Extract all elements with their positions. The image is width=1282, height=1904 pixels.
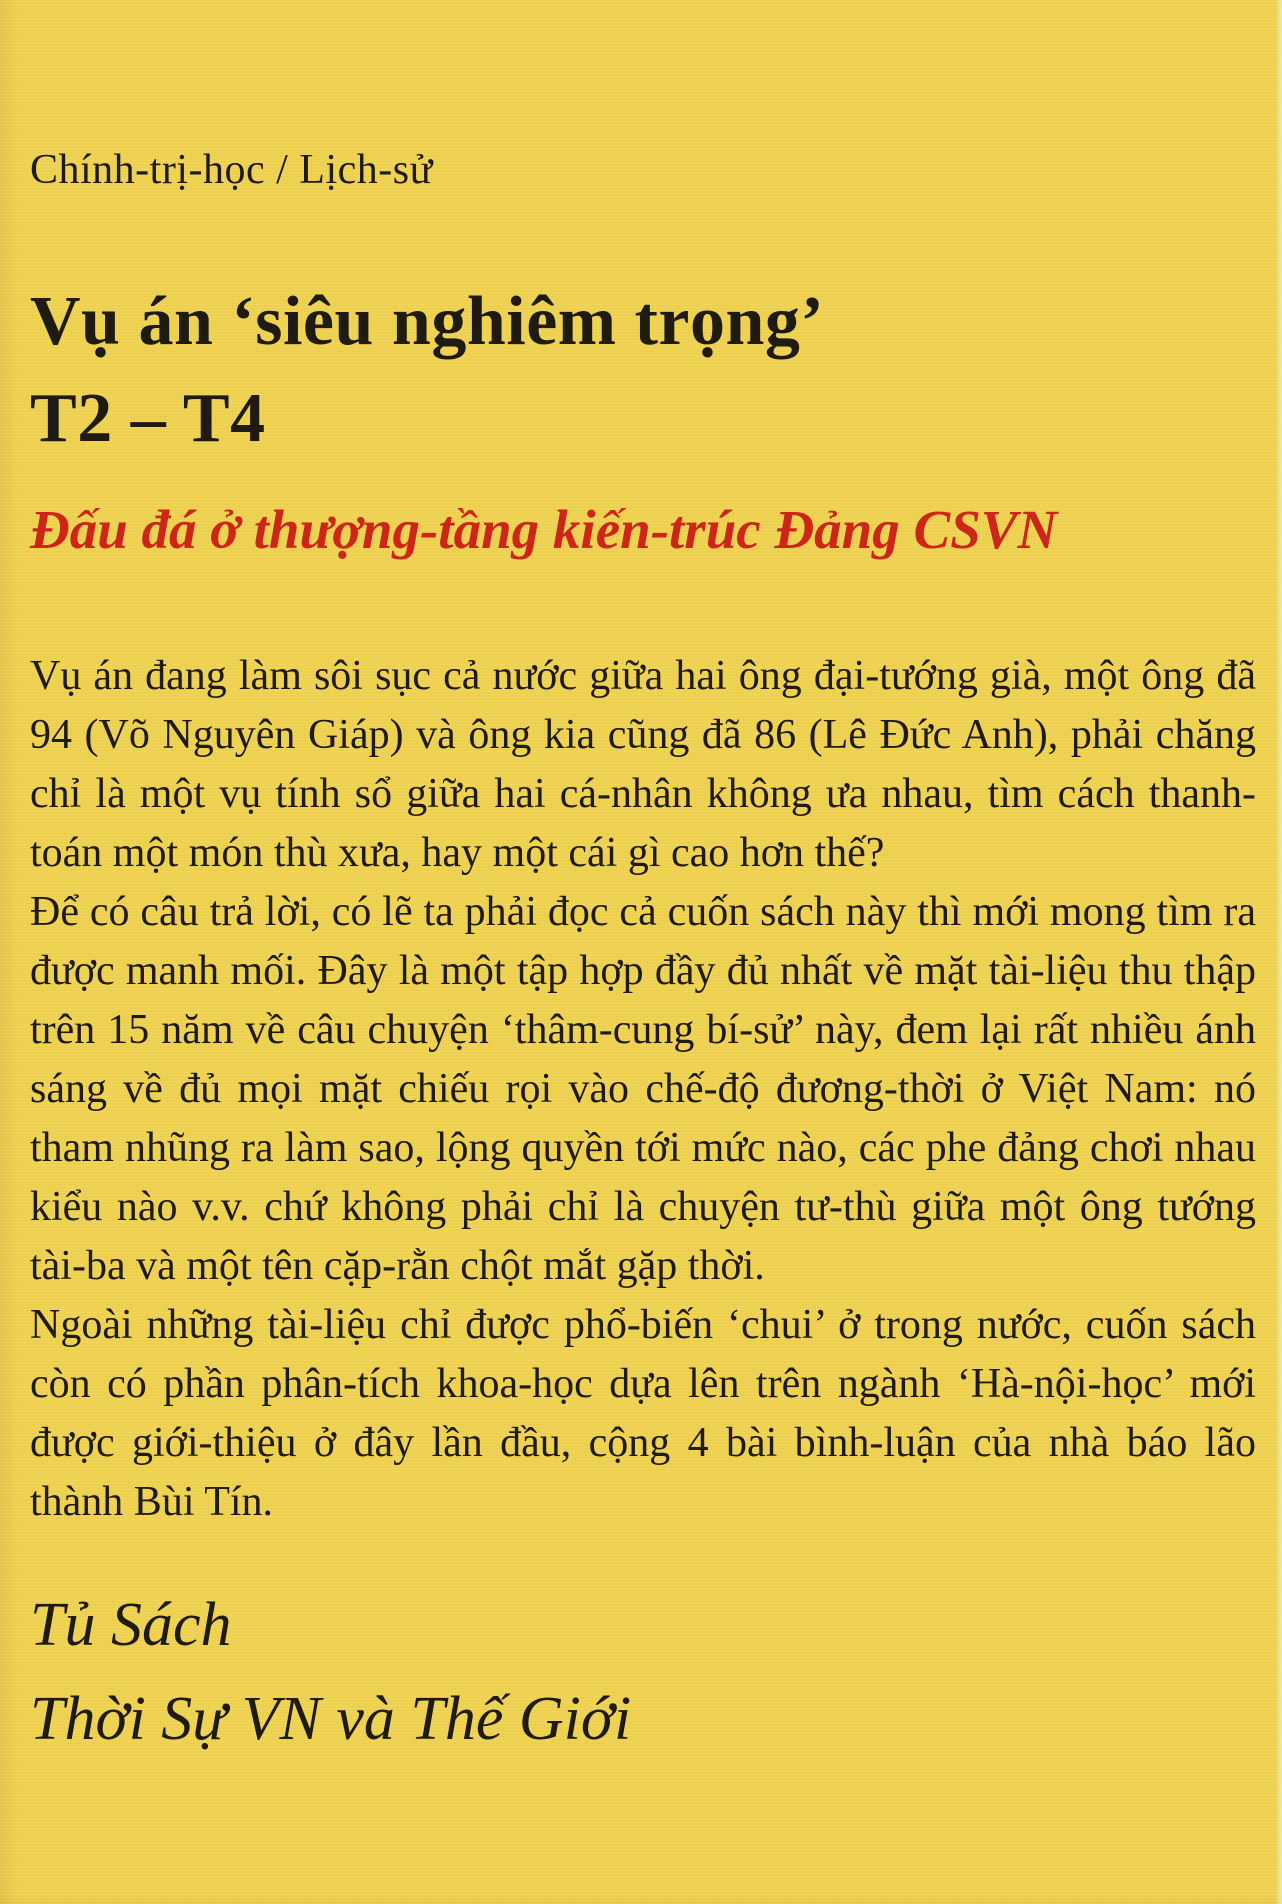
publisher-line2: Thời Sự VN và Thế Giới <box>30 1685 632 1753</box>
blurb-paragraph-1: Vụ án đang làm sôi sục cả nước giữa hai ông đại-tướng già, một ông đã 94 (Võ Nguyên Giáp) và ông kia cũng đã 86 (Lê Đức Anh), phải chăng chỉ là một vụ tính sổ giữa hai cá-nhân không ưa nhau, tìm cách thanh-toán một món thù xưa, hay một cái gì cao hơn thế? <box>30 653 1256 876</box>
blurb-text <box>30 647 1256 1532</box>
book-title <box>30 273 1256 467</box>
book-subtitle: Đấu đá ở thượng-tầng kiến-trúc Đảng CSVN <box>30 499 1058 560</box>
blurb-paragraph-2: Để có câu trả lời, có lẽ ta phải đọc cả cuốn sách này thì mới mong tìm ra được manh mối. Đây là một tập hợp đầy đủ nhất về mặt tài-liệu thu thập trên 15 năm về câu chuyện ‘thâm-cung bí-sử’ này, đem lại rất nhiều ánh sáng về đủ mọi mặt chiếu rọi vào chế-độ đương-thời ở Việt Nam: nó tham nhũng ra làm sao, lộng quyền tới mức nào, các phe đảng chơi nhau kiểu nào v.v. chứ không phải chỉ là chuyện tư-thù giữa một ông tướng tài-ba và một tên cặp-rằn chột mắt gặp thời. <box>30 889 1256 1289</box>
publisher-imprint <box>30 1578 1256 1766</box>
category-label: Chính-trị-học / Lịch-sử <box>30 147 433 193</box>
publisher-line1: Tủ Sách <box>30 1591 232 1659</box>
blurb-paragraph-3: Ngoài những tài-liệu chỉ được phổ-biến ‘chui’ ở trong nước, cuốn sách còn có phần phân-tích khoa-học dựa lên trên ngành ‘Hà-nội-học’ mới được giới-thiệu ở đây lần đầu, cộng 4 bài bình-luận của nhà báo lão thành Bùi Tín. <box>30 1302 1256 1525</box>
book-title-line2: T2 – T4 <box>30 380 266 457</box>
book-title-line1: Vụ án ‘siêu nghiêm trọng’ <box>30 283 825 360</box>
